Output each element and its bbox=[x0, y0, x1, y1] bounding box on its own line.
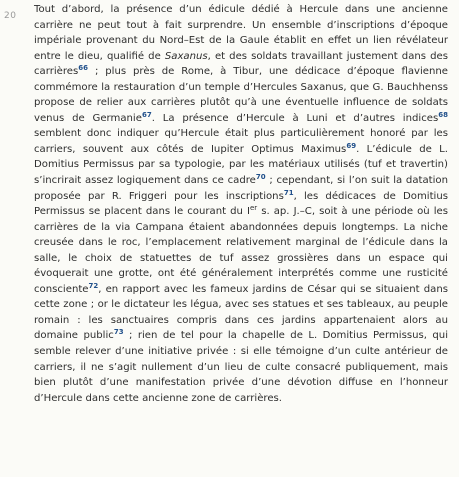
footnote-link-68[interactable]: 68 bbox=[438, 110, 448, 119]
text-segment: , et des soldats travaillant justement dans des carrières bbox=[34, 50, 448, 78]
footnote-link-69[interactable]: 69 bbox=[346, 141, 357, 150]
italic-term-saxanus: Saxanus bbox=[164, 50, 208, 62]
text-segment: . La présence d’Hercule à Luni et d’autres indices bbox=[151, 112, 439, 124]
text-segment: semblent donc indiquer qu’Hercule était plus particulièrement honoré par les carriers, souvent aux côtés de Iupiter Optimus Maximus bbox=[34, 128, 448, 155]
text-segment: s. ap. J.–C, soit à une période où les carrières de la via Campana étaient abandonnées depuis longtemps. La niche creusée dans le roc, l’emplacement relativement marginal de l’édicule dans la salle, le choix de statuettes de tuf assez grossières dans un espace qui évoquerait une grotte, ont été généralement interprétés comme une rusticité consciente bbox=[34, 206, 448, 295]
paragraph-number: 20 bbox=[4, 11, 17, 21]
footnote-link-73[interactable]: 73 bbox=[113, 328, 124, 337]
text-segment: ; cependant, si l’on suit la datation proposée par R. Friggeri pour les inscriptions bbox=[34, 175, 449, 202]
text-segment: ; plus près de Rome, à Tibur, une dédicace d’époque flavienne commémore la restauration d’un temple d’Hercules Saxanus, que G. Bauchhenss propose de relier aux carrières plutôt qu’à une éventuelle influence de soldats venus de Germanie bbox=[34, 66, 448, 124]
paragraph-body bbox=[34, 2, 448, 406]
superscript-er: er bbox=[249, 204, 258, 213]
text-segment: , les dédicaces de Domitius Permissus se placent dans le courant du I bbox=[34, 190, 448, 218]
footnote-link-70[interactable]: 70 bbox=[255, 173, 266, 182]
footnote-link-72[interactable]: 72 bbox=[88, 281, 99, 290]
text-segment: Tout d’abord, la présence d’un édicule dédié à Hercule dans une ancienne carrière ne peut tout à fait surprendre. Un ensemble d’inscriptions d’époque impériale provenant du Nord–Est de la Gaule établit en effet un lien révélateur entre le dieu, qualifié de bbox=[34, 4, 448, 62]
footnote-link-66[interactable]: 66 bbox=[78, 64, 89, 73]
footnote-link-67[interactable]: 67 bbox=[141, 110, 152, 119]
text-segment: , en rapport avec les fameux jardins de César qui se situaient dans cette zone ; or le dictateur les légua, avec ses statues et ses tableaux, au peuple romain : les sanctuaires compris dans ces jardins appartenaient alors au domaine public bbox=[34, 283, 448, 342]
text-segment: ; rien de tel pour la chapelle de L. Domitius Permissus, qui semble relever d’une initiative privée : si elle témoigne d’un culte antérieur de carriers, il ne s’agit nullement d’un lieu de culte consacré publiquement, mais bien plutôt d’une manifestation privée d’une dévotion diffuse en l’honneur d’Hercule dans cette ancienne zone de carrières. bbox=[34, 330, 449, 404]
text-segment: . L’édicule de L. Domitius Permissus par sa typologie, par les matériaux utilisés (tuf et travertin) s’incrirait assez logiquement dans ce cadre bbox=[34, 143, 449, 187]
footnote-link-71[interactable]: 71 bbox=[283, 188, 294, 197]
paragraph-text bbox=[34, 2, 448, 406]
